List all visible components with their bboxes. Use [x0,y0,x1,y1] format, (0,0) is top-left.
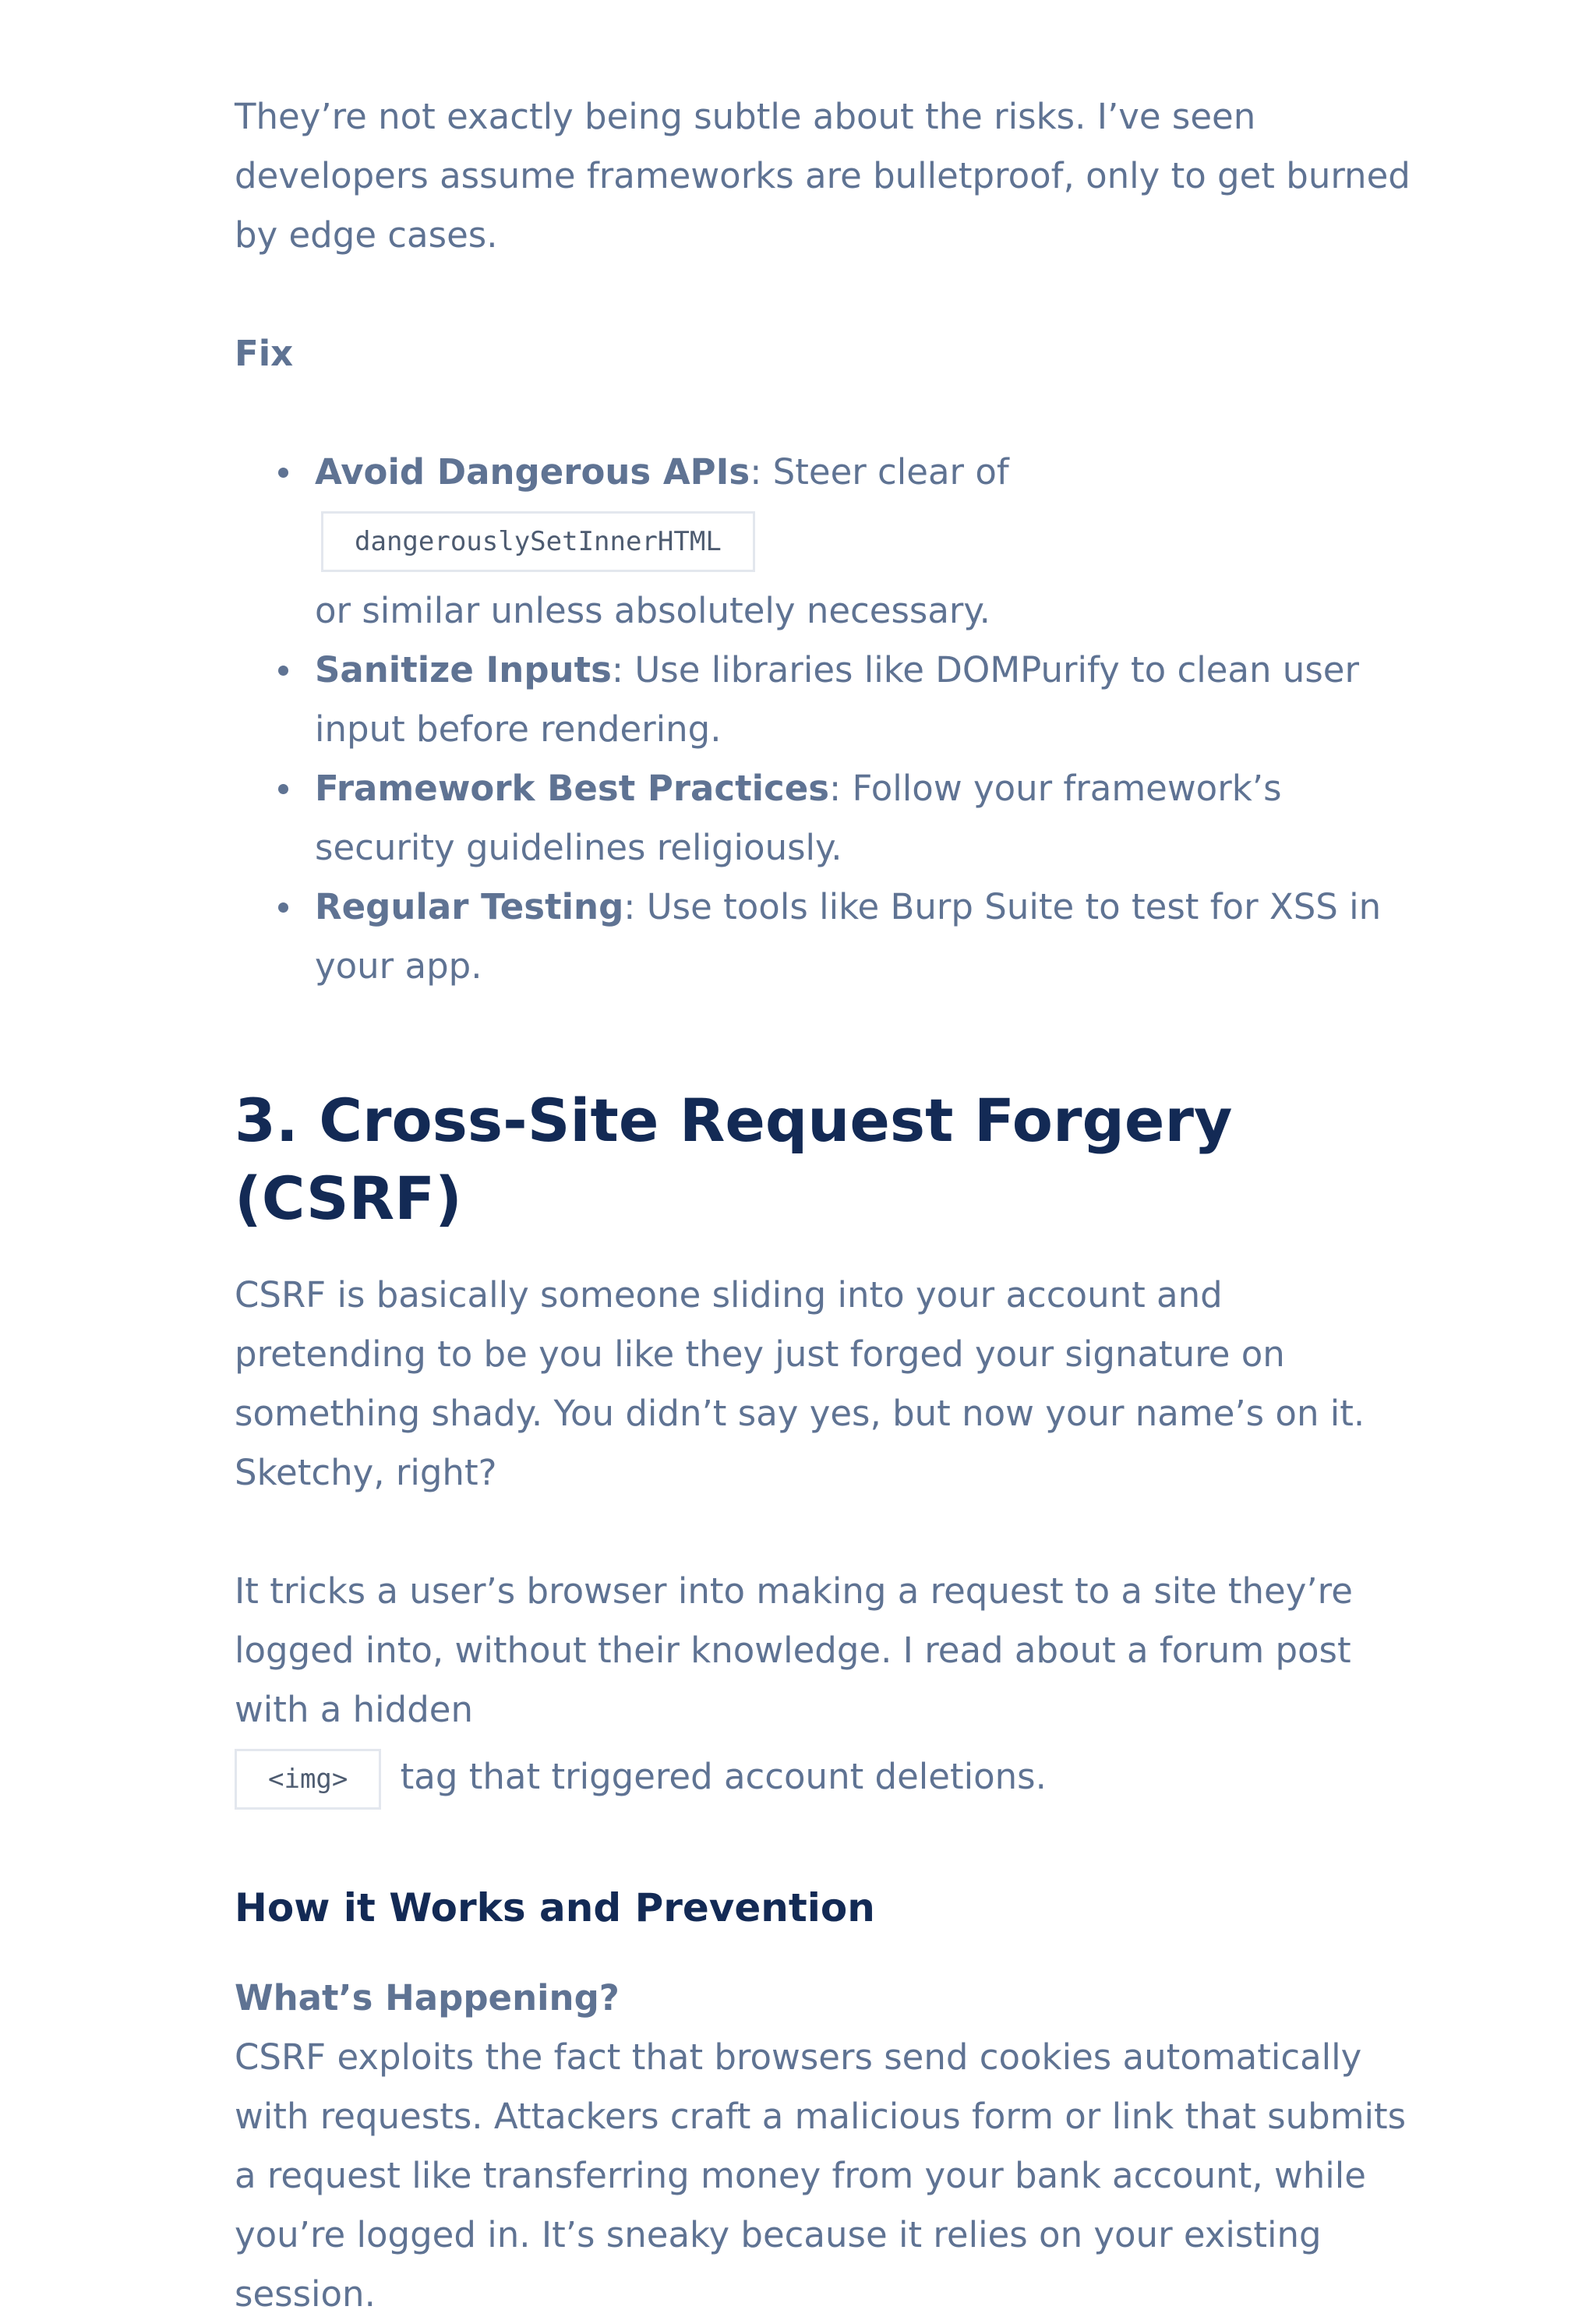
list-item-text: : Follow your framework’s security guidelines religiously. [315,768,1282,868]
list-item-title: Regular Testing [315,886,624,927]
list-item [235,878,1419,996]
inline-code: <img> [235,1749,381,1810]
bullet-icon [278,666,288,676]
list-item-title: Sanitize Inputs [315,649,612,690]
fix-label: Fix [235,333,294,374]
csrf-paragraph-1: CSRF is basically someone sliding into your account and pretending to be you like they just forged your signature on something shady. You didn’t say yes, but now your name’s on it. Sketchy, right? [235,1274,1365,1493]
csrf-paragraph-2 [235,1562,1419,1819]
whats-happening-title: What’s Happening? [235,1977,620,2018]
list-item-text: : Use libraries like DOMPurify to clean user input before rendering. [315,649,1359,750]
bullet-icon [278,784,288,794]
inline-code: dangerouslySetInnerHTML [321,511,755,572]
fix-list [235,443,1419,996]
list-item-text: : Use tools like Burp Suite to test for XSS in your app. [315,886,1382,987]
whats-happening-paragraph: CSRF exploits the fact that browsers send cookies automatically with requests. Attackers craft a malicious form or link that submits a request like transferring money from your bank account, while you’re logged in. It’s sneaky because it relies on your existing session. [235,2036,1407,2315]
list-item [235,759,1419,878]
paragraph-text: It tricks a user’s browser into making a request to a site they’re logged into, without their knowledge. I read about a forum post with a hidden [235,1570,1353,1730]
list-item-title: Framework Best Practices [315,768,830,809]
bullet-icon [278,902,288,913]
list-item-text: : Steer clear of [750,451,1009,493]
list-item-text: or similar unless absolutely necessary. [315,590,990,631]
list-item [235,443,1419,641]
article-body [235,87,1419,2324]
section-heading: 3. Cross-Site Request Forgery (CSRF) [235,1086,1233,1233]
subheading: How it Works and Prevention [235,1885,875,1930]
paragraph-text: tag that triggered account deletions. [389,1756,1047,1797]
intro-paragraph: They’re not exactly being subtle about the risks. I’ve seen developers assume frameworks are bulletproof, only to get burned by edge cases. [235,96,1411,256]
list-item [235,641,1419,759]
bullet-icon [278,468,288,478]
list-item-title: Avoid Dangerous APIs [315,451,750,493]
